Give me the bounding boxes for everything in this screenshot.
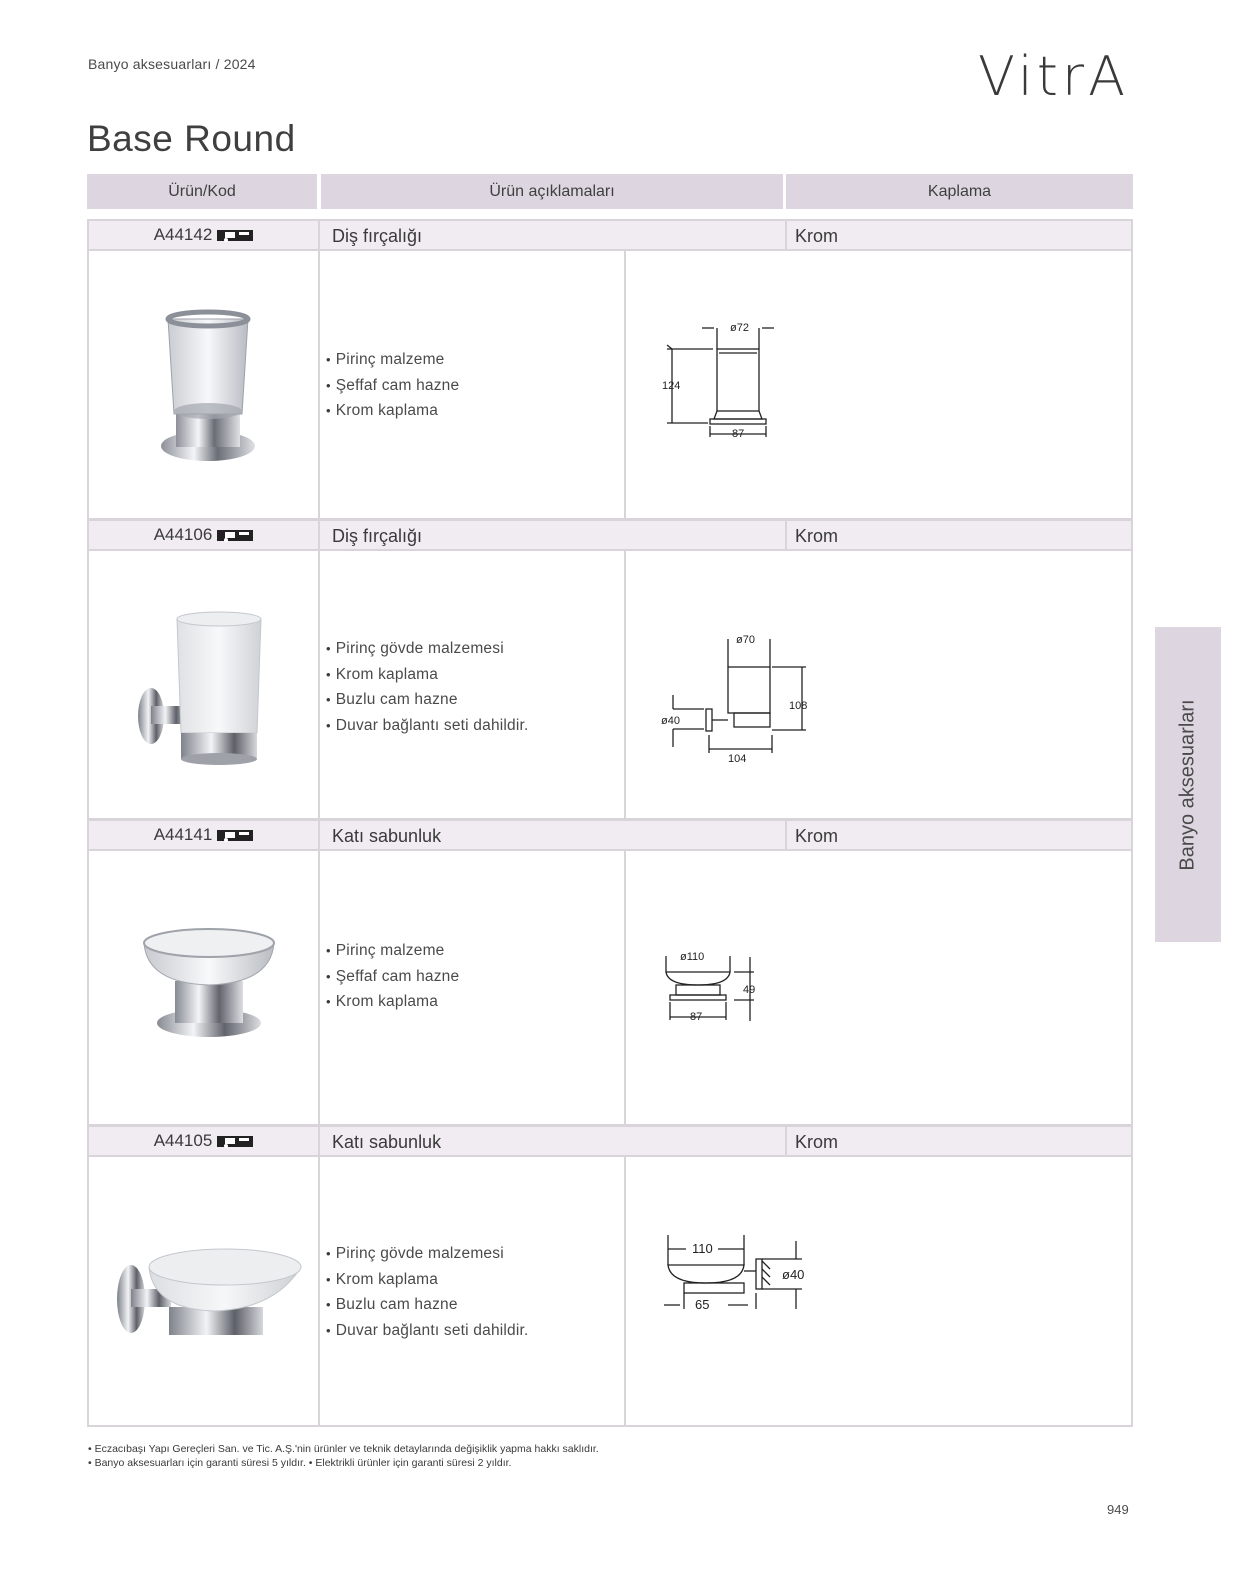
soap-dish-glass-image: [89, 851, 318, 1125]
technical-drawing-cell: [626, 851, 1131, 1125]
product-row: [89, 821, 1131, 1125]
feature-item: • Şeffaf cam hazne: [326, 373, 459, 399]
dimension-label: 110: [692, 1241, 713, 1256]
technical-drawing-cell: [626, 551, 1131, 820]
feature-item: • Pirinç gövde malzemesi: [326, 1241, 529, 1267]
dimension-label: 87: [732, 428, 745, 440]
feature-item: • Krom kaplama: [326, 398, 459, 424]
technical-drawing: [656, 923, 856, 1123]
dimension-label: 65: [695, 1297, 710, 1312]
feature-item: • Duvar bağlantı seti dahildir.: [326, 1318, 529, 1344]
product-row-body: [89, 551, 1131, 820]
feature-item: • Krom kaplama: [326, 662, 529, 688]
technical-drawing: [656, 613, 856, 813]
delivery-truck-icon: [217, 528, 253, 542]
product-row-header: [89, 1127, 1131, 1157]
section-side-tab: [1155, 627, 1221, 942]
footnote: • Eczacıbaşı Yapı Gereçleri San. ve Tic. A.Ş.'nin ürünler ve teknik detaylarında değişiklik yapma hakkı saklıdır.: [88, 1443, 599, 1455]
product-row-header: [89, 221, 1131, 251]
product-row-header: [89, 521, 1131, 551]
feature-item: • Şeffaf cam hazne: [326, 964, 459, 990]
column-header-finish: Kaplama: [786, 174, 1133, 209]
wall-soap-dish-image: [89, 1157, 318, 1427]
dimension-label: ø72: [730, 322, 749, 334]
product-name: Katı sabunluk: [332, 1132, 442, 1152]
vitra-logo: VitrA: [978, 45, 1130, 108]
product-row: [89, 521, 1131, 820]
product-row: [89, 221, 1131, 520]
product-code-cell: [89, 521, 320, 549]
dimension-label: ø40: [661, 715, 680, 727]
technical-drawing-cell: [626, 251, 1131, 520]
product-finish: Krom: [785, 221, 1133, 249]
page-number: 949: [1107, 1502, 1129, 1517]
product-code: A44141: [153, 825, 213, 844]
product-row-body: [89, 251, 1131, 520]
product-finish: Krom: [785, 1127, 1133, 1155]
feature-item: • Pirinç malzeme: [326, 938, 459, 964]
column-header-product: Ürün/Kod: [87, 174, 317, 209]
dimension-label: 124: [662, 380, 681, 392]
footnotes: [88, 1442, 599, 1470]
feature-item: • Duvar bağlantı seti dahildir.: [326, 713, 529, 739]
product-code: A44105: [153, 1131, 213, 1150]
feature-item: • Pirinç malzeme: [326, 347, 459, 373]
feature-item: • Pirinç gövde malzemesi: [326, 636, 529, 662]
product-description-cell: [320, 851, 626, 1125]
header-subtitle: Banyo aksesuarları / 2024: [88, 56, 256, 72]
product-row-body: [89, 851, 1131, 1125]
product-row-body: [89, 1157, 1131, 1427]
product-image-cell: [89, 251, 320, 520]
dimension-label: 108: [789, 700, 808, 712]
product-code-cell: [89, 1127, 320, 1155]
product-description-cell: [320, 1157, 626, 1427]
dimension-label: ø110: [680, 951, 705, 963]
product-table: [87, 219, 1133, 1427]
feature-item: • Buzlu cam hazne: [326, 687, 529, 713]
product-finish: Krom: [785, 821, 1133, 849]
product-code: A44142: [153, 225, 213, 244]
product-row: [89, 1127, 1131, 1427]
product-finish: Krom: [785, 521, 1133, 549]
product-image-cell: [89, 1157, 320, 1427]
product-row-header: [89, 821, 1131, 851]
product-code-cell: [89, 221, 320, 249]
footnote: • Banyo aksesuarları için garanti süresi 5 yıldır. • Elektrikli ürünler için garanti süresi 2 yıldır.: [88, 1457, 512, 1469]
dimension-label: 104: [728, 753, 747, 765]
wall-toothbrush-holder-image: [89, 551, 318, 820]
product-name: Diş fırçalığı: [332, 226, 423, 246]
product-description-cell: [320, 251, 626, 520]
technical-drawing: [656, 1229, 856, 1429]
delivery-truck-icon: [217, 1134, 253, 1148]
product-description-cell: [320, 551, 626, 820]
delivery-truck-icon: [217, 228, 253, 242]
feature-item: • Krom kaplama: [326, 989, 459, 1015]
dimension-label: ø40: [782, 1267, 805, 1282]
product-name: Diş fırçalığı: [332, 526, 423, 546]
product-image-cell: [89, 851, 320, 1125]
page-title: Base Round: [87, 118, 296, 159]
feature-list: [326, 1241, 529, 1343]
feature-item: • Buzlu cam hazne: [326, 1292, 529, 1318]
column-header-description: Ürün açıklamaları: [321, 174, 783, 209]
product-code-cell: [89, 821, 320, 849]
dimension-label: ø70: [736, 634, 755, 646]
product-image-cell: [89, 551, 320, 820]
toothbrush-holder-glass-image: [89, 251, 318, 520]
feature-list: [326, 347, 459, 424]
dimension-label: 87: [690, 1011, 703, 1023]
product-name: Katı sabunluk: [332, 826, 442, 846]
technical-drawing: [656, 311, 856, 511]
side-tab-label: Banyo aksesuarları: [1176, 698, 1199, 871]
feature-list: [326, 938, 459, 1015]
delivery-truck-icon: [217, 828, 253, 842]
feature-item: • Krom kaplama: [326, 1267, 529, 1293]
feature-list: [326, 636, 529, 738]
dimension-label: 49: [743, 984, 756, 996]
technical-drawing-cell: [626, 1157, 1131, 1427]
product-code: A44106: [153, 525, 213, 544]
